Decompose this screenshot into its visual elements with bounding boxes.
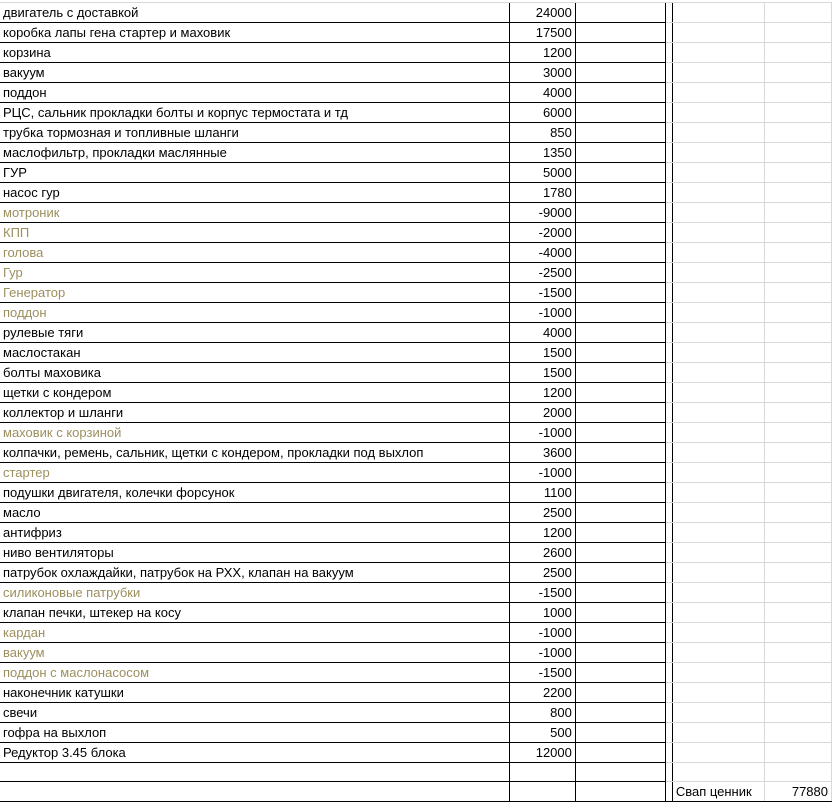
table-row bbox=[0, 723, 832, 743]
table-row bbox=[0, 63, 832, 83]
empty-cell[interactable] bbox=[672, 723, 764, 743]
item-name-cell[interactable]: КПП bbox=[0, 223, 510, 243]
table-row bbox=[0, 463, 832, 483]
column-divider bbox=[665, 303, 672, 323]
item-name-cell[interactable]: стартер bbox=[0, 463, 510, 483]
empty-cell[interactable] bbox=[575, 403, 665, 423]
empty-cell[interactable] bbox=[764, 723, 831, 743]
column-divider bbox=[665, 743, 672, 763]
empty-cell[interactable] bbox=[764, 363, 831, 383]
empty-cell[interactable] bbox=[672, 303, 764, 323]
item-name-cell[interactable]: вакуум bbox=[0, 63, 510, 83]
table-row bbox=[0, 103, 832, 123]
empty-cell[interactable] bbox=[575, 343, 665, 363]
empty-cell[interactable] bbox=[764, 443, 831, 463]
empty-cell[interactable] bbox=[672, 203, 764, 223]
item-amount-cell[interactable]: -1000 bbox=[510, 423, 575, 443]
item-name-cell[interactable]: двигатель с доставкой bbox=[0, 3, 510, 23]
column-divider bbox=[665, 23, 672, 43]
empty-cell[interactable] bbox=[764, 63, 831, 83]
item-amount-cell[interactable]: 1000 bbox=[510, 603, 575, 623]
empty-cell[interactable] bbox=[764, 283, 831, 303]
empty-cell[interactable] bbox=[672, 343, 764, 363]
column-divider bbox=[665, 603, 672, 623]
table-row bbox=[0, 663, 832, 683]
table-row bbox=[0, 543, 832, 563]
item-amount-cell[interactable]: 4000 bbox=[510, 323, 575, 343]
empty-cell[interactable] bbox=[764, 523, 831, 543]
empty-cell[interactable] bbox=[672, 483, 764, 503]
item-amount-cell[interactable]: 2200 bbox=[510, 683, 575, 703]
item-name-cell[interactable]: поддон bbox=[0, 303, 510, 323]
item-name-cell[interactable]: гофра на выхлоп bbox=[0, 723, 510, 743]
empty-cell[interactable] bbox=[672, 583, 764, 603]
column-divider bbox=[665, 403, 672, 423]
empty-cell[interactable] bbox=[764, 623, 831, 643]
empty-cell[interactable] bbox=[575, 743, 665, 763]
column-divider bbox=[665, 63, 672, 83]
empty-cell[interactable] bbox=[672, 423, 764, 443]
table-row bbox=[0, 743, 832, 763]
item-amount-cell[interactable]: -2500 bbox=[510, 263, 575, 283]
empty-cell[interactable] bbox=[764, 743, 831, 763]
empty-cell[interactable] bbox=[575, 3, 665, 23]
empty-cell[interactable] bbox=[575, 723, 665, 743]
empty-cell[interactable] bbox=[575, 103, 665, 123]
empty-cell[interactable] bbox=[764, 303, 831, 323]
column-divider bbox=[665, 523, 672, 543]
item-amount-cell[interactable]: 2000 bbox=[510, 403, 575, 423]
summary-empty-a[interactable] bbox=[0, 782, 510, 802]
empty-cell[interactable] bbox=[672, 63, 764, 83]
cost-table bbox=[0, 3, 832, 802]
empty-cell[interactable] bbox=[575, 243, 665, 263]
empty-cell[interactable] bbox=[672, 103, 764, 123]
empty-cell[interactable] bbox=[672, 123, 764, 143]
column-divider bbox=[665, 503, 672, 523]
empty-cell[interactable] bbox=[764, 403, 831, 423]
empty-cell[interactable] bbox=[575, 183, 665, 203]
table-row bbox=[0, 583, 832, 603]
empty-cell[interactable] bbox=[672, 463, 764, 483]
item-name-cell[interactable]: вакуум bbox=[0, 643, 510, 663]
empty-cell[interactable] bbox=[575, 303, 665, 323]
empty-cell[interactable] bbox=[672, 443, 764, 463]
table-row bbox=[0, 203, 832, 223]
empty-cell[interactable] bbox=[672, 243, 764, 263]
table-row bbox=[0, 443, 832, 463]
item-name-cell[interactable]: Редуктор 3.45 блока bbox=[0, 743, 510, 763]
empty-cell[interactable] bbox=[764, 183, 831, 203]
empty-cell[interactable] bbox=[575, 163, 665, 183]
item-amount-cell[interactable]: -1000 bbox=[510, 623, 575, 643]
empty-cell[interactable] bbox=[672, 683, 764, 703]
empty-cell[interactable] bbox=[575, 663, 665, 683]
empty-cell[interactable] bbox=[672, 643, 764, 663]
column-divider bbox=[665, 703, 672, 723]
summary-empty-c[interactable] bbox=[575, 782, 665, 802]
empty-cell[interactable] bbox=[672, 743, 764, 763]
column-divider bbox=[665, 183, 672, 203]
item-name-cell[interactable]: кардан bbox=[0, 623, 510, 643]
empty-cell[interactable] bbox=[764, 563, 831, 583]
item-name-cell[interactable]: маслостакан bbox=[0, 343, 510, 363]
table-row bbox=[0, 603, 832, 623]
empty-cell[interactable] bbox=[764, 663, 831, 683]
empty-cell[interactable] bbox=[672, 703, 764, 723]
column-divider bbox=[665, 643, 672, 663]
column-divider bbox=[665, 583, 672, 603]
empty-cell[interactable] bbox=[575, 363, 665, 383]
empty-cell[interactable] bbox=[764, 343, 831, 363]
table-row bbox=[0, 83, 832, 103]
item-amount-cell[interactable]: 1500 bbox=[510, 363, 575, 383]
empty-cell[interactable] bbox=[764, 243, 831, 263]
item-name-cell[interactable]: голова bbox=[0, 243, 510, 263]
summary-value: 77880 bbox=[791, 784, 828, 799]
empty-cell[interactable] bbox=[764, 503, 831, 523]
item-name-cell[interactable] bbox=[0, 763, 510, 782]
empty-cell[interactable] bbox=[672, 323, 764, 343]
item-amount-cell[interactable]: 850 bbox=[510, 123, 575, 143]
item-name-cell[interactable]: РЦС, сальник прокладки болты и корпус термостата и тд bbox=[0, 103, 510, 123]
empty-cell[interactable] bbox=[764, 583, 831, 603]
empty-cell[interactable] bbox=[575, 623, 665, 643]
empty-cell[interactable] bbox=[575, 523, 665, 543]
table-row bbox=[0, 263, 832, 283]
item-name-cell[interactable]: ниво вентиляторы bbox=[0, 543, 510, 563]
table-row bbox=[0, 403, 832, 423]
column-divider bbox=[665, 3, 672, 23]
empty-cell[interactable] bbox=[575, 383, 665, 403]
summary-label: Свап ценник bbox=[675, 784, 752, 799]
column-divider bbox=[665, 283, 672, 303]
empty-cell[interactable] bbox=[672, 223, 764, 243]
table-row bbox=[0, 643, 832, 663]
column-divider bbox=[665, 763, 672, 782]
item-amount-cell[interactable]: -1500 bbox=[510, 663, 575, 683]
item-name-cell[interactable]: щетки с кондером bbox=[0, 383, 510, 403]
item-amount-cell[interactable]: 4000 bbox=[510, 83, 575, 103]
empty-cell[interactable] bbox=[575, 423, 665, 443]
item-name-cell[interactable]: трубка тормозная и топливные шланги bbox=[0, 123, 510, 143]
empty-cell[interactable] bbox=[764, 683, 831, 703]
item-amount-cell[interactable]: 1200 bbox=[510, 43, 575, 63]
empty-cell[interactable] bbox=[575, 563, 665, 583]
empty-cell[interactable] bbox=[764, 543, 831, 563]
column-divider bbox=[665, 423, 672, 443]
item-amount-cell[interactable]: -1000 bbox=[510, 303, 575, 323]
empty-cell[interactable] bbox=[672, 363, 764, 383]
item-amount-cell[interactable]: 1100 bbox=[510, 483, 575, 503]
column-divider bbox=[665, 83, 672, 103]
empty-cell[interactable] bbox=[672, 403, 764, 423]
item-amount-cell[interactable]: 17500 bbox=[510, 23, 575, 43]
empty-cell[interactable] bbox=[575, 283, 665, 303]
empty-cell[interactable] bbox=[575, 763, 665, 782]
item-amount-cell[interactable]: 2500 bbox=[510, 503, 575, 523]
item-name-cell[interactable]: наконечник катушки bbox=[0, 683, 510, 703]
empty-cell[interactable] bbox=[764, 23, 831, 43]
item-name-cell[interactable]: Гур bbox=[0, 263, 510, 283]
table-row bbox=[0, 23, 832, 43]
column-divider bbox=[665, 243, 672, 263]
column-divider bbox=[665, 563, 672, 583]
column-divider bbox=[665, 483, 672, 503]
table-row bbox=[0, 683, 832, 703]
empty-cell[interactable] bbox=[672, 83, 764, 103]
item-name-cell[interactable]: мотроник bbox=[0, 203, 510, 223]
empty-cell[interactable] bbox=[575, 643, 665, 663]
empty-cell[interactable] bbox=[764, 163, 831, 183]
empty-cell[interactable] bbox=[764, 383, 831, 403]
column-divider bbox=[665, 123, 672, 143]
item-name-cell[interactable]: подушки двигателя, колечки форсунок bbox=[0, 483, 510, 503]
table-row bbox=[0, 183, 832, 203]
table-row bbox=[0, 303, 832, 323]
column-divider bbox=[665, 663, 672, 683]
item-amount-cell[interactable]: 3600 bbox=[510, 443, 575, 463]
table-row bbox=[0, 363, 832, 383]
column-divider bbox=[665, 343, 672, 363]
empty-cell[interactable] bbox=[575, 323, 665, 343]
item-name-cell[interactable]: масло bbox=[0, 503, 510, 523]
empty-cell[interactable] bbox=[575, 443, 665, 463]
item-amount-cell[interactable]: -2000 bbox=[510, 223, 575, 243]
empty-cell[interactable] bbox=[575, 43, 665, 63]
item-name-cell[interactable]: насос гур bbox=[0, 183, 510, 203]
table-row bbox=[0, 623, 832, 643]
item-amount-cell[interactable]: 1350 bbox=[510, 143, 575, 163]
column-divider bbox=[665, 43, 672, 63]
empty-cell[interactable] bbox=[575, 483, 665, 503]
table-row bbox=[0, 123, 832, 143]
empty-cell[interactable] bbox=[575, 203, 665, 223]
item-amount-cell[interactable]: 500 bbox=[510, 723, 575, 743]
table-row bbox=[0, 343, 832, 363]
item-amount-cell[interactable]: 1500 bbox=[510, 343, 575, 363]
item-name-cell[interactable]: силиконовые патрубки bbox=[0, 583, 510, 603]
empty-cell[interactable] bbox=[764, 123, 831, 143]
item-amount-cell[interactable]: -1000 bbox=[510, 463, 575, 483]
empty-cell[interactable] bbox=[672, 563, 764, 583]
item-amount-cell[interactable]: 2600 bbox=[510, 543, 575, 563]
empty-cell[interactable] bbox=[575, 703, 665, 723]
empty-cell[interactable] bbox=[575, 123, 665, 143]
column-divider bbox=[665, 363, 672, 383]
table-row bbox=[0, 703, 832, 723]
empty-cell[interactable] bbox=[764, 463, 831, 483]
table-row bbox=[0, 383, 832, 403]
column-divider bbox=[665, 163, 672, 183]
empty-cell[interactable] bbox=[764, 423, 831, 443]
empty-cell[interactable] bbox=[672, 663, 764, 683]
empty-cell[interactable] bbox=[672, 603, 764, 623]
item-amount-cell[interactable]: -1500 bbox=[510, 583, 575, 603]
empty-cell[interactable] bbox=[672, 623, 764, 643]
empty-cell[interactable] bbox=[764, 223, 831, 243]
item-amount-cell[interactable]: 24000 bbox=[510, 3, 575, 23]
summary-body bbox=[0, 782, 832, 802]
table-row bbox=[0, 163, 832, 183]
empty-cell[interactable] bbox=[575, 583, 665, 603]
table-row bbox=[0, 43, 832, 63]
item-name-cell[interactable]: Генератор bbox=[0, 283, 510, 303]
empty-cell[interactable] bbox=[672, 183, 764, 203]
item-name-cell[interactable]: маховик с корзиной bbox=[0, 423, 510, 443]
empty-cell[interactable] bbox=[672, 523, 764, 543]
item-name-cell[interactable]: корзина bbox=[0, 43, 510, 63]
empty-cell[interactable] bbox=[672, 143, 764, 163]
item-name-cell[interactable]: маслофильтр, прокладки маслянные bbox=[0, 143, 510, 163]
summary-row bbox=[0, 782, 832, 802]
empty-cell[interactable] bbox=[672, 283, 764, 303]
empty-cell[interactable] bbox=[575, 603, 665, 623]
summary-empty-b[interactable] bbox=[510, 782, 575, 802]
item-name-cell[interactable]: рулевые тяги bbox=[0, 323, 510, 343]
empty-cell[interactable] bbox=[764, 703, 831, 723]
column-divider bbox=[665, 263, 672, 283]
item-name-cell[interactable]: патрубок охлаждайки, патрубок на РХХ, клапан на вакуум bbox=[0, 563, 510, 583]
empty-cell[interactable] bbox=[672, 763, 764, 782]
column-divider bbox=[665, 103, 672, 123]
item-name-cell[interactable]: коллектор и шланги bbox=[0, 403, 510, 423]
empty-cell[interactable] bbox=[575, 543, 665, 563]
empty-cell[interactable] bbox=[764, 143, 831, 163]
empty-cell[interactable] bbox=[672, 163, 764, 183]
empty-cell[interactable] bbox=[575, 143, 665, 163]
empty-cell[interactable] bbox=[575, 63, 665, 83]
table-row bbox=[0, 423, 832, 443]
empty-cell[interactable] bbox=[575, 23, 665, 43]
cost-table-body bbox=[0, 3, 832, 782]
empty-cell[interactable] bbox=[764, 43, 831, 63]
empty-cell[interactable] bbox=[672, 23, 764, 43]
summary-value-cell[interactable] bbox=[764, 782, 831, 802]
table-row bbox=[0, 3, 832, 23]
empty-cell[interactable] bbox=[764, 263, 831, 283]
item-name-cell[interactable]: болты маховика bbox=[0, 363, 510, 383]
empty-cell[interactable] bbox=[672, 503, 764, 523]
empty-cell[interactable] bbox=[575, 463, 665, 483]
item-name-cell[interactable]: колпачки, ремень, сальник, щетки с кондером, прокладки под выхлоп bbox=[0, 443, 510, 463]
item-amount-cell[interactable]: 1200 bbox=[510, 523, 575, 543]
table-row bbox=[0, 563, 832, 583]
empty-cell[interactable] bbox=[764, 323, 831, 343]
empty-cell[interactable] bbox=[672, 263, 764, 283]
table-row bbox=[0, 243, 832, 263]
item-amount-cell[interactable]: 2500 bbox=[510, 563, 575, 583]
item-amount-cell[interactable]: 3000 bbox=[510, 63, 575, 83]
summary-label-cell[interactable] bbox=[672, 782, 764, 802]
table-row bbox=[0, 323, 832, 343]
column-divider bbox=[665, 683, 672, 703]
item-name-cell[interactable]: ГУР bbox=[0, 163, 510, 183]
empty-cell[interactable] bbox=[575, 83, 665, 103]
item-name-cell[interactable]: коробка лапы гена стартер и маховик bbox=[0, 23, 510, 43]
empty-cell[interactable] bbox=[672, 383, 764, 403]
empty-cell[interactable] bbox=[575, 263, 665, 283]
empty-cell[interactable] bbox=[575, 503, 665, 523]
item-amount-cell[interactable]: 1200 bbox=[510, 383, 575, 403]
empty-cell[interactable] bbox=[575, 683, 665, 703]
empty-cell[interactable] bbox=[575, 223, 665, 243]
empty-cell[interactable] bbox=[764, 603, 831, 623]
item-name-cell[interactable]: поддон с маслонасосом bbox=[0, 663, 510, 683]
table-row bbox=[0, 223, 832, 243]
item-amount-cell[interactable]: -1500 bbox=[510, 283, 575, 303]
table-row bbox=[0, 763, 832, 782]
table-row bbox=[0, 283, 832, 303]
empty-cell[interactable] bbox=[764, 83, 831, 103]
empty-cell[interactable] bbox=[764, 3, 831, 23]
empty-cell[interactable] bbox=[672, 543, 764, 563]
item-amount-cell[interactable]: 6000 bbox=[510, 103, 575, 123]
empty-cell[interactable] bbox=[764, 643, 831, 663]
column-divider bbox=[665, 443, 672, 463]
item-name-cell[interactable]: клапан печки, штекер на косу bbox=[0, 603, 510, 623]
column-divider bbox=[665, 143, 672, 163]
empty-cell[interactable] bbox=[764, 103, 831, 123]
item-name-cell[interactable]: поддон bbox=[0, 83, 510, 103]
item-amount-cell[interactable]: 1780 bbox=[510, 183, 575, 203]
item-amount-cell[interactable]: -9000 bbox=[510, 203, 575, 223]
column-divider bbox=[665, 223, 672, 243]
summary-divider bbox=[665, 782, 672, 802]
item-amount-cell[interactable]: 12000 bbox=[510, 743, 575, 763]
column-divider bbox=[665, 383, 672, 403]
item-amount-cell[interactable]: 800 bbox=[510, 703, 575, 723]
column-divider bbox=[665, 543, 672, 563]
item-name-cell[interactable]: свечи bbox=[0, 703, 510, 723]
item-amount-cell[interactable]: 5000 bbox=[510, 163, 575, 183]
empty-cell[interactable] bbox=[764, 203, 831, 223]
empty-cell[interactable] bbox=[672, 43, 764, 63]
empty-cell[interactable] bbox=[764, 483, 831, 503]
item-name-cell[interactable]: антифриз bbox=[0, 523, 510, 543]
column-divider bbox=[665, 463, 672, 483]
column-divider bbox=[665, 203, 672, 223]
item-amount-cell[interactable] bbox=[510, 763, 575, 782]
empty-cell[interactable] bbox=[672, 3, 764, 23]
item-amount-cell[interactable]: -4000 bbox=[510, 243, 575, 263]
table-row bbox=[0, 523, 832, 543]
table-row bbox=[0, 143, 832, 163]
table-row bbox=[0, 503, 832, 523]
column-divider bbox=[665, 623, 672, 643]
item-amount-cell[interactable]: -1000 bbox=[510, 643, 575, 663]
table-row bbox=[0, 483, 832, 503]
column-divider bbox=[665, 723, 672, 743]
column-divider bbox=[665, 323, 672, 343]
empty-cell[interactable] bbox=[764, 763, 831, 782]
